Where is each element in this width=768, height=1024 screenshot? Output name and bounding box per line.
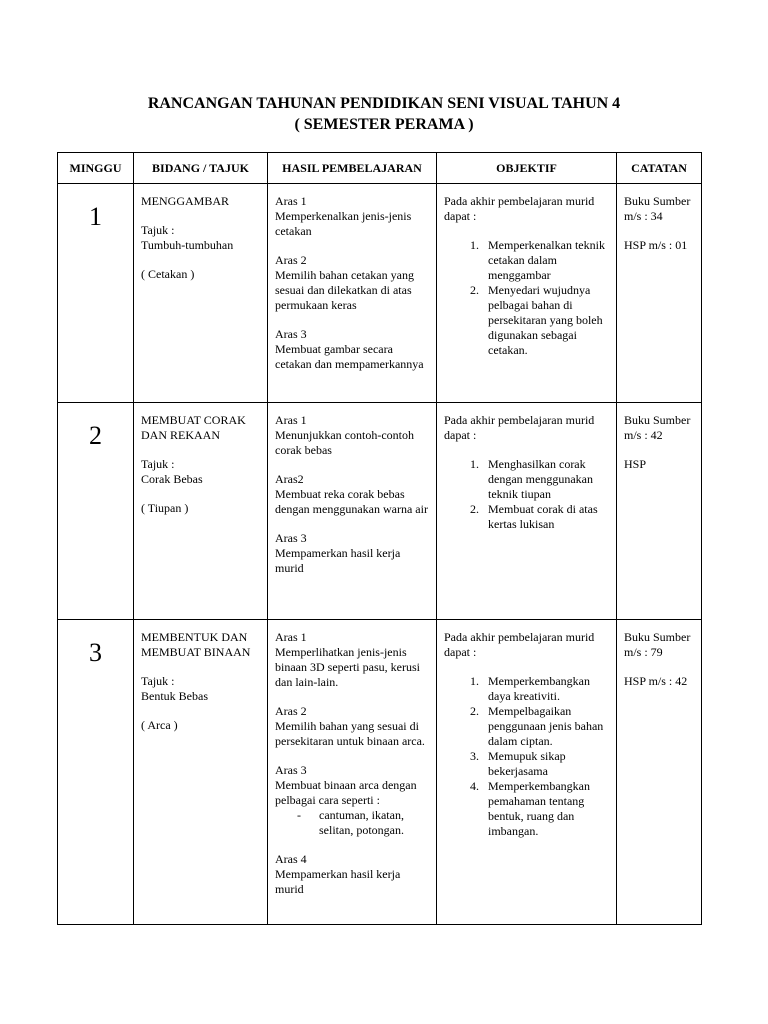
aras-block: Aras 2 Memilih bahan cetakan yang sesuai dan dilekatkan di atas permukaan keras [275, 253, 414, 312]
catatan-text: HSP m/s : 42 [624, 674, 688, 688]
objektif-list [444, 674, 609, 839]
objektif-cell [437, 403, 617, 620]
catatan-text: Buku Sumber m/s : 42 [624, 413, 691, 442]
bidang-text: MENGGAMBAR [141, 194, 230, 208]
bidang-text: MEMBUAT CORAK DAN REKAAN [141, 413, 246, 442]
aras-block: Aras 3 Membuat gambar secara cetakan dan mempamerkannya [275, 327, 424, 371]
bidang-text: Tajuk : Bentuk Bebas [141, 674, 208, 703]
aras-block: Aras 1 Menunjukkan contoh-contoh corak bebas [275, 413, 414, 457]
dash-marker: - [297, 808, 301, 822]
header-catatan: CATATAN [617, 153, 702, 184]
catatan-cell [617, 620, 702, 925]
objektif-item: 2. Mempelbagaikan penggunaan jenis bahan dalam ciptan. [482, 704, 609, 749]
hasil-cell [268, 403, 437, 620]
table-row [58, 620, 702, 925]
objektif-item: 2. Membuat corak di atas kertas lukisan [482, 502, 609, 532]
aras-block: Aras 1 Memperkenalkan jenis-jenis cetakan [275, 194, 412, 238]
bidang-text: ( Tiupan ) [141, 501, 189, 515]
objektif-item: 4. Memperkembangkan pemahaman tentang bentuk, ruang dan imbangan. [482, 779, 609, 839]
bidang-text: Tajuk : Tumbuh-tumbuhan [141, 223, 234, 252]
objektif-intro: Pada akhir pembelajaran murid dapat : [444, 194, 595, 223]
table-header-row [58, 153, 702, 184]
objektif-cell [437, 620, 617, 925]
hasil-cell [268, 184, 437, 403]
bidang-cell [134, 184, 268, 403]
aras-block: Aras 3 Mempamerkan hasil kerja murid [275, 531, 401, 575]
table-row [58, 184, 702, 403]
bidang-text: ( Arca ) [141, 718, 178, 732]
catatan-text: Buku Sumber m/s : 79 [624, 630, 691, 659]
catatan-text: HSP m/s : 01 [624, 238, 688, 252]
hasil-cell [268, 620, 437, 925]
catatan-cell [617, 403, 702, 620]
aras-block: Aras 2 Memilih bahan yang sesuai di persekitaran untuk binaan arca. [275, 704, 425, 748]
week-cell: 1 [58, 184, 134, 403]
objektif-item: 1. Memperkembangkan daya kreativiti. [482, 674, 609, 704]
objektif-item: 2. Menyedari wujudnya pelbagai bahan di persekitaran yang boleh digunakan sebagai cetakan. [482, 283, 609, 358]
catatan-text: HSP [624, 457, 647, 471]
objektif-list [444, 457, 609, 532]
plan-table [57, 152, 702, 925]
aras-block: Aras2 Membuat reka corak bebas dengan menggunakan warna air [275, 472, 428, 516]
objektif-intro: Pada akhir pembelajaran murid dapat : [444, 630, 595, 659]
header-objektif: OBJEKTIF [437, 153, 617, 184]
aras-block: Aras 4 Mempamerkan hasil kerja murid [275, 852, 401, 896]
title-line-2: ( SEMESTER PERAMA ) [294, 116, 474, 133]
bidang-cell [134, 620, 268, 925]
objektif-item: 1. Menghasilkan corak dengan menggunakan teknik tiupan [482, 457, 609, 502]
objektif-item: 3. Memupuk sikap bekerjasama [482, 749, 609, 779]
title-line-1: RANCANGAN TAHUNAN PENDIDIKAN SENI VISUAL TAHUN 4 [147, 95, 621, 112]
catatan-cell [617, 184, 702, 403]
bidang-text: ( Cetakan ) [141, 267, 195, 281]
aras-block: Aras 3 Membuat binaan arca dengan pelbagai cara seperti : - cantuman, ikatan, selitan, potongan. [275, 763, 429, 838]
week-cell: 3 [58, 620, 134, 925]
header-bidang-tajuk: BIDANG / TAJUK [134, 153, 268, 184]
dash-item: - cantuman, ikatan, selitan, potongan. [297, 808, 404, 837]
table-row [58, 403, 702, 620]
header-minggu: MINGGU [58, 153, 134, 184]
plan-table-body [58, 184, 702, 925]
objektif-item: 1. Memperkenalkan teknik cetakan dalam menggambar [482, 238, 609, 283]
bidang-text: Tajuk : Corak Bebas [141, 457, 203, 486]
bidang-text: MEMBENTUK DAN MEMBUAT BINAAN [141, 630, 251, 659]
aras-block: Aras 1 Memperlihatkan jenis-jenis binaan 3D seperti pasu, kerusi dan lain-lain. [275, 630, 420, 689]
objektif-intro: Pada akhir pembelajaran murid dapat : [444, 413, 595, 442]
catatan-text: Buku Sumber m/s : 34 [624, 194, 691, 223]
dash-list [275, 808, 429, 838]
objektif-list [444, 238, 609, 358]
week-cell: 2 [58, 403, 134, 620]
header-hasil-pembelajaran: HASIL PEMBELAJARAN [268, 153, 437, 184]
bidang-cell [134, 403, 268, 620]
document-title [0, 93, 768, 135]
objektif-cell [437, 184, 617, 403]
